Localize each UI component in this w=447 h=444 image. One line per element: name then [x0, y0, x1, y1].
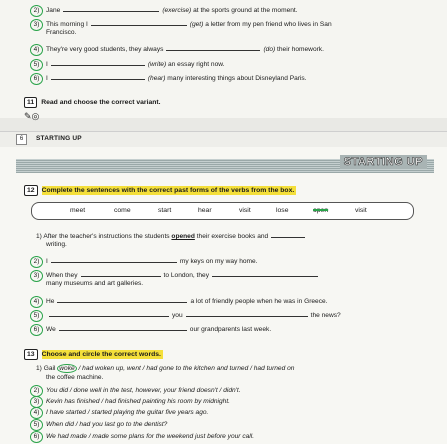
answer-blank[interactable]: [57, 296, 187, 303]
word-box-item: meet: [70, 207, 86, 214]
word-box-item: hear: [198, 207, 212, 214]
answer-blank[interactable]: [51, 59, 145, 66]
task12-item-6: 6) We our grandparents last week.: [30, 324, 435, 336]
answer-blank[interactable]: [63, 5, 159, 12]
task12-item-2: 2) I my keys on my way home.: [30, 256, 435, 268]
answer-blank[interactable]: [51, 73, 145, 80]
answer-blank[interactable]: [81, 270, 161, 277]
circled-number: 2): [30, 256, 43, 268]
circled-number: 6): [30, 324, 43, 336]
circled-number: 3): [30, 19, 43, 31]
answer-blank[interactable]: [91, 19, 187, 26]
word-box-item-crossed: open: [313, 207, 329, 214]
exercise-line-5: 5) I (write) an essay right now.: [30, 59, 435, 71]
answer-blank[interactable]: [51, 256, 177, 263]
word-box-item: lose: [276, 207, 289, 214]
task12-item-1: 1) After the teacher's instructions the students opened their exercise books and: [36, 231, 435, 241]
task13-item-1: 1) Gail woke / had woken up, went / had gone to the kitchen and turned / had turned on: [36, 365, 295, 372]
task13-item-6: 6) We had made / made some plans for the weekend just before your call.: [30, 431, 435, 443]
task13-item-4: 4) I have started / started playing the guitar five years ago.: [30, 407, 435, 419]
task12-item-3: 3) When they to London, they: [30, 270, 435, 282]
word-box: [31, 202, 414, 220]
task-number: 12: [24, 185, 38, 196]
task12-item-3-cont: many museums and art galleries.: [46, 280, 144, 287]
exercise-line-2: 2) Jane (exercise) at the sports ground at the moment.: [30, 5, 435, 17]
word-box-item: visit: [355, 207, 367, 214]
task12-item-4: 4) He a lot of friendly people when he was in Greece.: [30, 296, 435, 308]
word-box-item: visit: [239, 207, 251, 214]
task13-item-3: 3) Kevin has finished / had finished painting his room by midnight.: [30, 396, 435, 408]
circled-number: 2): [30, 5, 43, 17]
circled-answer: woke: [59, 365, 75, 372]
answer-blank[interactable]: [212, 270, 318, 277]
circled-number: 5): [30, 310, 43, 322]
task-11-heading: 11 Read and choose the correct variant.: [24, 97, 161, 108]
answer-blank[interactable]: [166, 44, 260, 51]
circled-number: 6): [30, 73, 43, 85]
answer-blank[interactable]: [49, 310, 169, 317]
answer-blank[interactable]: [271, 231, 305, 238]
task13-item-2: 2) You did / done well in the test, however, your friend doesn't / didn't.: [30, 385, 435, 397]
task-number: 13: [24, 349, 38, 360]
exercise-line-3: 3) This morning I (get) a letter from my pen friend who lives in San: [30, 19, 435, 31]
answer-blank[interactable]: [59, 324, 187, 331]
exercise-line-6: 6) I (hear) many interesting things about Disneyland Paris.: [30, 73, 435, 85]
circled-number: 2): [30, 385, 43, 397]
circled-number: 4): [30, 296, 43, 308]
circled-number: 6): [30, 431, 43, 443]
task13-item-5: 5) When did / had you last go to the dentist?: [30, 419, 435, 431]
task13-item-1-cont: the coffee machine.: [46, 374, 104, 381]
circled-number: 3): [30, 396, 43, 408]
circled-number: 4): [30, 44, 43, 56]
task12-item-5: 5) you the news?: [30, 310, 435, 322]
word-box-item: come: [114, 207, 131, 214]
handwritten-answer: opened: [171, 233, 195, 240]
exercise-line-4: 4) They're very good students, they always (do) their homework.: [30, 44, 435, 56]
answer-blank[interactable]: [186, 310, 308, 317]
circled-number: 5): [30, 419, 43, 431]
section-label: STARTING UP: [36, 135, 82, 142]
circled-number: 4): [30, 407, 43, 419]
pencil-icon: ✎◎: [24, 111, 40, 121]
task12-item-1-cont: writing.: [46, 241, 67, 248]
task-13-heading: 13 Choose and circle the correct words.: [24, 349, 163, 360]
task-12-heading: 12 Complete the sentences with the correct past forms of the verbs from the box.: [24, 185, 296, 196]
circled-number: 3): [30, 270, 43, 282]
word-box-item: start: [158, 207, 172, 214]
exercise-line-3-cont: Francisco.: [46, 29, 77, 36]
circled-number: 5): [30, 59, 43, 71]
task-number: 11: [24, 97, 37, 108]
page-number: 6: [16, 134, 27, 145]
banner-title: STARTING UP: [340, 155, 427, 169]
